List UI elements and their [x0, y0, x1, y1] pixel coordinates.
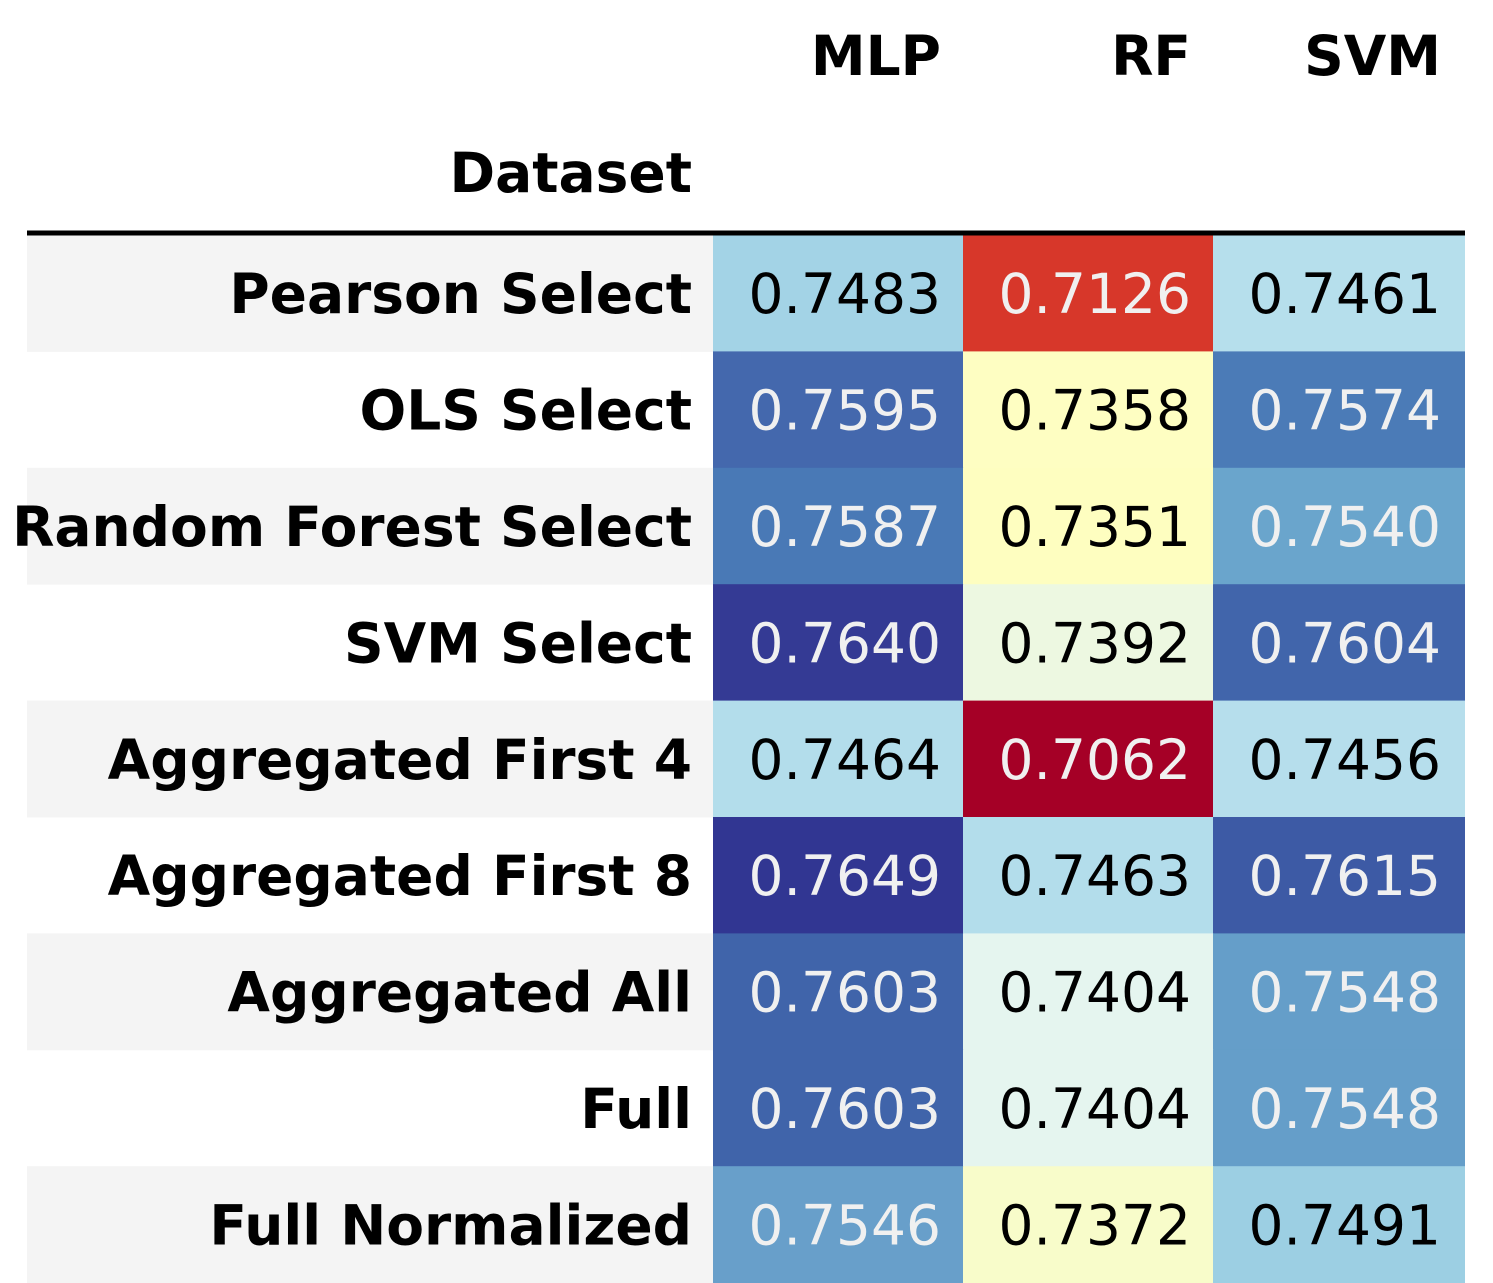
cell-value-full-normalized-svm: 0.7491	[1248, 1193, 1441, 1258]
cell-value-aggregated-first-4-svm: 0.7456	[1248, 727, 1441, 792]
cell-value-ols-select-rf: 0.7358	[998, 378, 1191, 443]
cell-value-full-mlp: 0.7603	[748, 1077, 941, 1141]
cell-value-svm-select-mlp: 0.7640	[748, 611, 941, 676]
cell-value-random-forest-select-svm: 0.7540	[1248, 495, 1441, 559]
cell-value-full-rf: 0.7404	[998, 1077, 1191, 1141]
cell-value-pearson-select-rf: 0.7126	[998, 262, 1191, 327]
row-label-aggregated-first-4: Aggregated First 4	[107, 727, 692, 792]
cell-value-aggregated-first-4-mlp: 0.7464	[748, 727, 941, 792]
row-label-aggregated-all: Aggregated All	[227, 960, 692, 1025]
cell-value-aggregated-first-8-svm: 0.7615	[1248, 844, 1441, 909]
cell-value-aggregated-all-rf: 0.7404	[998, 960, 1191, 1025]
cell-value-random-forest-select-rf: 0.7351	[998, 495, 1191, 559]
row-label-full: Full	[580, 1077, 692, 1141]
row-labels	[12, 262, 692, 1257]
index-header-dataset: Dataset	[449, 141, 692, 205]
cell-value-ols-select-mlp: 0.7595	[748, 378, 941, 443]
cell-value-aggregated-first-8-rf: 0.7463	[998, 844, 1191, 909]
cell-value-full-svm: 0.7548	[1248, 1077, 1441, 1141]
cell-value-svm-select-rf: 0.7392	[998, 611, 1191, 676]
cell-value-aggregated-all-mlp: 0.7603	[748, 960, 941, 1025]
row-label-svm-select: SVM Select	[343, 611, 692, 676]
cell-value-full-normalized-rf: 0.7372	[998, 1193, 1191, 1258]
cell-value-pearson-select-svm: 0.7461	[1248, 262, 1441, 327]
cell-value-pearson-select-mlp: 0.7483	[748, 262, 941, 327]
cell-value-svm-select-svm: 0.7604	[1248, 611, 1441, 676]
row-label-random-forest-select: Random Forest Select	[12, 495, 692, 559]
row-label-ols-select: OLS Select	[359, 378, 692, 443]
column-header-rf: RF	[1111, 24, 1191, 88]
row-label-pearson-select: Pearson Select	[229, 262, 692, 327]
row-label-full-normalized: Full Normalized	[209, 1193, 692, 1258]
heatmap-cells	[713, 235, 1465, 1283]
cell-value-random-forest-select-mlp: 0.7587	[748, 495, 941, 559]
cell-value-aggregated-first-8-mlp: 0.7649	[748, 844, 941, 909]
cell-value-full-normalized-mlp: 0.7546	[748, 1193, 941, 1258]
cell-value-ols-select-svm: 0.7574	[1248, 378, 1441, 443]
column-header-mlp: MLP	[810, 24, 941, 88]
row-label-aggregated-first-8: Aggregated First 8	[107, 844, 692, 909]
column-headers	[811, 24, 1441, 88]
cell-value-aggregated-first-4-rf: 0.7062	[998, 727, 1191, 792]
column-header-svm: SVM	[1304, 24, 1441, 88]
cell-value-aggregated-all-svm: 0.7548	[1248, 960, 1441, 1025]
